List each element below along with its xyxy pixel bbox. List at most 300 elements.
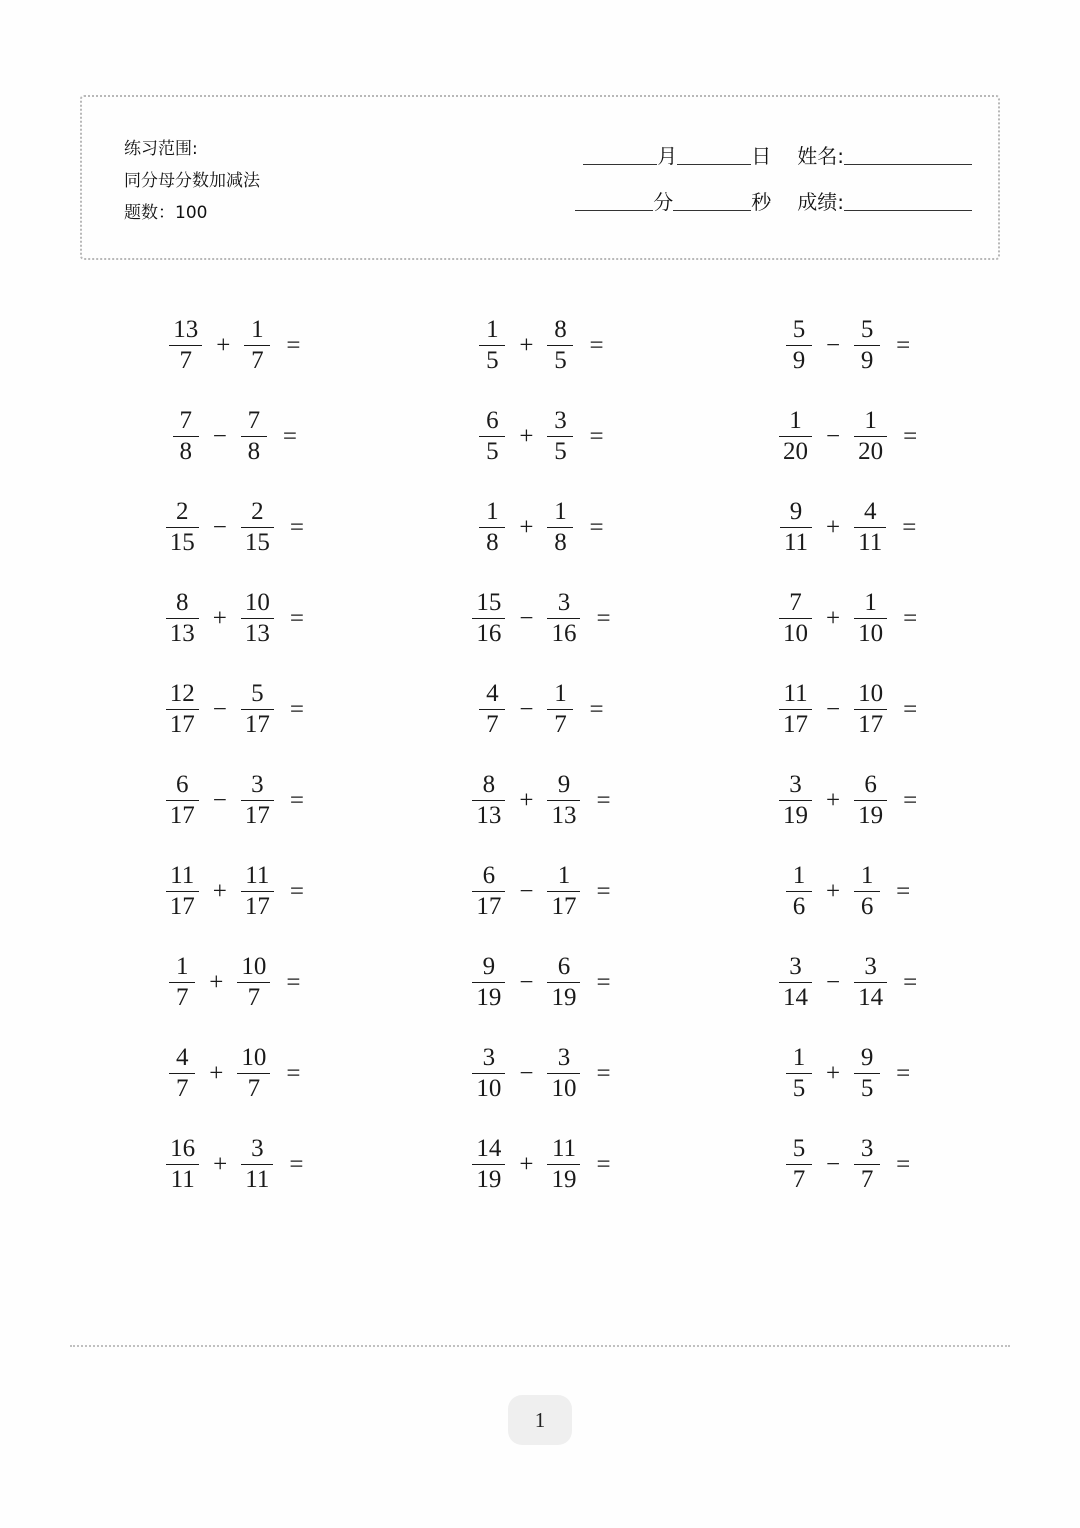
day-unit: 日 [751,143,772,168]
fraction-second [241,679,274,741]
operator: + [826,1060,841,1087]
minute-blank[interactable] [575,190,653,211]
numerator: 3 [860,1134,874,1162]
fraction-expression [476,497,603,559]
operator: + [212,605,227,632]
fraction-first [169,315,202,377]
problem-cell [80,1119,387,1210]
header-right-info [575,131,972,223]
fraction-expression [469,1043,610,1105]
denominator: 13 [244,620,270,648]
month-unit: 月 [657,143,678,168]
fraction-first [779,770,812,832]
operator: + [826,878,841,905]
worksheet-header [80,95,1000,260]
fraction-second [241,406,267,468]
denominator: 11 [170,1166,195,1194]
denominator: 17 [169,711,195,739]
fraction-second [241,588,274,650]
minute-unit: 分 [653,189,674,214]
fraction-first [779,588,812,650]
fraction-expression [783,315,910,377]
fraction-expression [476,679,603,741]
equals-sign: = [289,696,304,723]
numerator: 7 [789,588,802,616]
denominator: 5 [486,438,499,466]
denominator: 19 [476,1166,502,1194]
fraction-expression [776,406,917,468]
denominator: 5 [554,347,567,375]
numerator: 9 [557,770,571,798]
problem-cell [693,664,1000,755]
page-number: 1 [508,1395,572,1445]
fraction-first [169,952,195,1014]
fraction-second [854,770,887,832]
denominator: 8 [486,529,499,557]
operator: − [826,332,841,359]
equals-sign: = [903,423,918,450]
denominator: 17 [169,802,195,830]
operator: + [519,1151,534,1178]
fraction-expression [469,588,610,650]
fraction-second [854,1043,880,1105]
numerator: 15 [476,588,502,616]
denominator: 10 [476,1075,502,1103]
numerator: 12 [169,679,195,707]
denominator: 10 [551,1075,577,1103]
fraction-second [547,406,573,468]
problem-cell [387,573,694,664]
fraction-expression [469,1134,610,1196]
numerator: 8 [482,770,496,798]
fraction-first [166,770,199,832]
fraction-first [166,497,199,559]
problem-cell [80,1028,387,1119]
operator: − [212,787,227,814]
fraction-expression [166,952,300,1014]
fraction-expression [783,861,910,923]
fraction-first [779,952,812,1014]
operator: − [826,969,841,996]
numerator: 1 [251,315,264,343]
fraction-expression [166,1043,300,1105]
problem-cell [80,664,387,755]
numerator: 6 [175,770,189,798]
fraction-first [786,315,812,377]
problem-cell [693,482,1000,573]
fraction-second [547,952,580,1014]
fraction-second [547,1134,580,1196]
numerator: 1 [789,406,802,434]
fraction-expression [776,679,917,741]
fraction-second [854,1134,880,1196]
fraction-expression [163,1134,303,1196]
numerator: 11 [551,1134,577,1162]
fraction-second [241,770,274,832]
denominator: 15 [244,529,270,557]
operator: − [519,878,534,905]
equals-sign: = [896,1151,911,1178]
operator: + [826,787,841,814]
problem-cell [80,755,387,846]
numerator: 7 [247,406,261,434]
denominator: 7 [175,1075,189,1103]
problem-cell [80,482,387,573]
numerator: 8 [554,315,567,343]
numerator: 11 [245,861,270,889]
denominator: 11 [245,1166,270,1194]
denominator: 17 [244,711,270,739]
problem-cell [693,937,1000,1028]
problem-cell [387,937,694,1028]
fraction-expression [166,315,300,377]
operator: − [519,1060,534,1087]
problem-cell [80,391,387,482]
denominator: 7 [247,1075,261,1103]
denominator: 19 [858,802,884,830]
numerator: 4 [486,679,499,707]
denominator: 19 [783,802,809,830]
operator: − [212,696,227,723]
denominator: 9 [860,347,874,375]
numerator: 9 [789,497,803,525]
equals-sign: = [589,423,604,450]
numerator: 3 [789,952,802,980]
fraction-first [472,1134,505,1196]
denominator: 19 [551,984,577,1012]
denominator: 5 [792,1075,806,1103]
problem-grid [80,300,1000,1210]
numerator: 11 [170,861,195,889]
footer-divider [70,1345,1010,1347]
problem-count: 题数：100 [124,203,208,223]
fraction-first [166,588,199,650]
numerator: 1 [860,861,874,889]
fraction-expression [163,861,304,923]
equals-sign: = [589,332,604,359]
numerator: 1 [554,497,567,525]
numerator: 3 [557,588,571,616]
fraction-first [166,679,199,741]
fraction-first [472,952,505,1014]
denominator: 11 [858,529,883,557]
denominator: 5 [554,438,567,466]
denominator: 5 [486,347,499,375]
numerator: 5 [251,679,264,707]
denominator: 14 [858,984,884,1012]
problem-cell [693,573,1000,664]
numerator: 3 [864,952,877,980]
denominator: 16 [551,620,577,648]
denominator: 13 [169,620,195,648]
denominator: 6 [860,893,874,921]
denominator: 8 [179,438,192,466]
denominator: 8 [247,438,261,466]
numerator: 1 [864,406,877,434]
fraction-first [479,679,505,741]
fraction-expression [476,406,603,468]
numerator: 10 [241,1043,267,1071]
fraction-second [241,1134,273,1196]
numerator: 10 [244,588,270,616]
fraction-first [479,315,505,377]
scope-label: 练习范围: [124,139,198,159]
equals-sign: = [896,878,911,905]
numerator: 3 [789,770,802,798]
numerator: 6 [486,406,499,434]
problem-cell [693,846,1000,937]
equals-sign: = [589,514,604,541]
denominator: 13 [551,802,577,830]
problem-cell [387,482,694,573]
numerator: 3 [251,1134,264,1162]
equals-sign: = [596,605,611,632]
denominator: 19 [551,1166,577,1194]
operator: + [519,787,534,814]
fraction-first [472,861,505,923]
fraction-first [786,1043,812,1105]
fraction-expression [469,952,610,1014]
equals-sign: = [289,1151,304,1178]
equals-sign: = [589,696,604,723]
denominator: 6 [792,893,806,921]
equals-sign: = [289,787,304,814]
operator: + [216,332,231,359]
fraction-first [472,770,505,832]
denominator: 17 [244,802,270,830]
numerator: 10 [858,679,884,707]
second-unit: 秒 [751,189,772,214]
score-blank[interactable] [844,190,972,211]
denominator: 7 [554,711,567,739]
fraction-first [169,1043,195,1105]
problem-cell [80,300,387,391]
fraction-second [547,1043,580,1105]
fraction-first [779,679,812,741]
equals-sign: = [282,423,297,450]
equals-sign: = [596,878,611,905]
fraction-first [786,1134,812,1196]
denominator: 7 [486,711,499,739]
denominator: 7 [179,347,192,375]
fraction-expression [476,315,603,377]
numerator: 10 [241,952,267,980]
numerator: 1 [486,315,499,343]
fraction-second [854,861,880,923]
fraction-expression [163,497,304,559]
fraction-first [479,497,505,559]
fraction-expression [469,770,610,832]
operator: − [519,696,534,723]
equals-sign: = [903,605,918,632]
numerator: 16 [170,1134,196,1162]
equals-sign: = [286,332,301,359]
fraction-second [854,406,887,468]
fraction-first [780,497,812,559]
second-blank[interactable] [673,190,751,211]
fraction-expression [170,406,297,468]
fraction-first [166,1134,199,1196]
operator: − [212,423,227,450]
denominator: 17 [169,893,195,921]
operator: − [212,514,227,541]
numerator: 8 [175,588,189,616]
fraction-second [547,588,580,650]
problem-cell [387,300,694,391]
numerator: 4 [175,1043,189,1071]
numerator: 2 [251,497,264,525]
fraction-second [547,861,580,923]
problem-cell [387,1119,694,1210]
equals-sign: = [902,514,917,541]
denominator: 11 [783,529,809,557]
numerator: 6 [557,952,571,980]
day-blank[interactable] [677,144,751,165]
denominator: 9 [792,347,806,375]
fraction-second [547,679,573,741]
fraction-first [166,861,199,923]
fraction-expression [469,861,610,923]
operator: + [212,878,227,905]
score-label: 成绩: [797,189,844,214]
fraction-second [244,315,270,377]
fraction-expression [783,1134,910,1196]
denominator: 16 [476,620,502,648]
equals-sign: = [903,969,918,996]
equals-sign: = [596,1060,611,1087]
denominator: 20 [783,438,809,466]
fraction-second [854,952,887,1014]
numerator: 2 [175,497,189,525]
numerator: 11 [783,679,808,707]
fraction-second [547,497,573,559]
denominator: 17 [244,893,270,921]
numerator: 4 [863,497,877,525]
fraction-second [854,679,887,741]
fraction-expression [776,770,917,832]
fraction-second [854,588,887,650]
denominator: 7 [251,347,264,375]
fraction-expression [163,588,304,650]
problem-cell [80,573,387,664]
numerator: 3 [557,1043,571,1071]
numerator: 1 [864,588,877,616]
date-row [575,131,972,177]
fraction-expression [777,497,916,559]
numerator: 3 [554,406,567,434]
fraction-second [241,861,274,923]
equals-sign: = [289,878,304,905]
operator: + [213,1151,228,1178]
time-row [575,177,972,223]
problem-cell [80,846,387,937]
operator: + [826,514,841,541]
name-blank[interactable] [844,144,972,165]
problem-cell [387,755,694,846]
problem-cell [693,300,1000,391]
problem-cell [693,1119,1000,1210]
denominator: 17 [551,893,577,921]
equals-sign: = [896,1060,911,1087]
numerator: 3 [482,1043,496,1071]
numerator: 9 [860,1043,874,1071]
problem-cell [387,664,694,755]
denominator: 17 [858,711,884,739]
denominator: 17 [476,893,502,921]
denominator: 10 [858,620,884,648]
operator: + [826,605,841,632]
fraction-second [854,315,880,377]
fraction-second [547,770,580,832]
operator: − [826,696,841,723]
numerator: 9 [482,952,496,980]
fraction-first [472,1043,505,1105]
numerator: 3 [251,770,264,798]
numerator: 14 [476,1134,502,1162]
operator: + [519,332,534,359]
denominator: 17 [783,711,809,739]
numerator: 1 [557,861,571,889]
operator: − [826,423,841,450]
operator: − [519,605,534,632]
fraction-second [854,497,886,559]
fraction-second [547,315,573,377]
fraction-first [173,406,199,468]
name-label: 姓名: [797,143,844,168]
equals-sign: = [896,332,911,359]
operator: + [209,969,224,996]
fraction-first [472,588,505,650]
equals-sign: = [289,514,304,541]
denominator: 7 [175,984,189,1012]
denominator: 7 [860,1166,874,1194]
equals-sign: = [289,605,304,632]
scope-value: 同分母分数加减法 [124,171,260,191]
equals-sign: = [596,787,611,814]
denominator: 5 [860,1075,874,1103]
fraction-first [479,406,505,468]
fraction-second [237,1043,270,1105]
fraction-expression [163,770,304,832]
problem-cell [693,391,1000,482]
problem-cell [387,391,694,482]
fraction-expression [776,952,917,1014]
operator: + [519,514,534,541]
fraction-expression [776,588,917,650]
denominator: 8 [554,529,567,557]
fraction-second [237,952,270,1014]
denominator: 19 [476,984,502,1012]
month-blank[interactable] [583,144,657,165]
operator: + [209,1060,224,1087]
numerator: 5 [792,315,806,343]
equals-sign: = [596,969,611,996]
numerator: 5 [792,1134,806,1162]
header-left-info [124,133,260,229]
denominator: 13 [476,802,502,830]
numerator: 13 [173,315,199,343]
equals-sign: = [596,1151,611,1178]
operator: + [519,423,534,450]
numerator: 6 [482,861,496,889]
problem-cell [693,1028,1000,1119]
fraction-expression [783,1043,910,1105]
fraction-expression [163,679,304,741]
equals-sign: = [286,1060,301,1087]
numerator: 6 [864,770,877,798]
problem-cell [387,1028,694,1119]
denominator: 7 [247,984,261,1012]
